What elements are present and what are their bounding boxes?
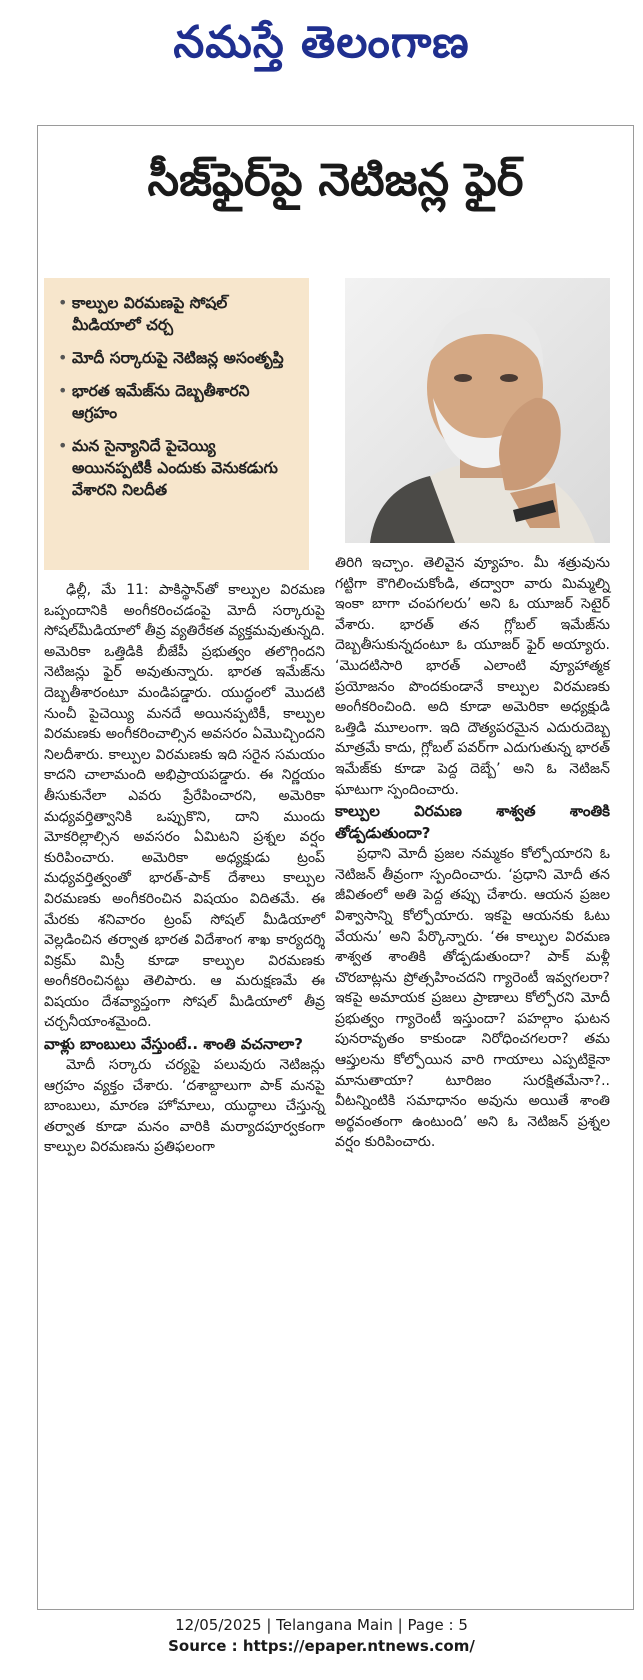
masthead-title: నమస్తే తెలంగాణ [173,16,470,68]
bullet-icon: • [58,381,68,400]
subheading: వాళ్లు బాంబులు వేస్తుంటే.. శాంతి వచనాలా? [44,1035,303,1054]
article-paragraph: తిరిగి ఇచ్చాం. తెలివైన వ్యూహం. మీ శత్రువును గట్టిగా కౌగిలించుకోండి, తద్వారా వారు మిమ్మల్ని ఇంకా బాగా చంపగలరు’ అని ఓ యూజర్ సెటైర్ వేశారు. భారత్ తన గ్లోబల్ ఇమేజ్‌ను దెబ్బతీసుకున్నదంటూ ఓ యూజర్ ఫైర్ అయ్యారు. ‘మొదటిసారి భారత్ ఎలాంటి వ్యూహాత్మక ప్రయోజనం పొందకుండానే కాల్పుల విరమణకు అంగీకరించింది. అది కూడా అమెరికా అధ్యక్షుడి ఒత్తిడి మూలంగా. ఇది దౌత్యపరమైన ఎదురుదెబ్బ మాత్రమే కాదు, గ్లోబల్ పవర్‌గా ఎదుగుతున్న భారత్ ఇమేజ్‌కు కూడా పెద్ద దెబ్బే’ అని ఓ నెటిజన్ ఘాటుగా స్పందించారు. [335,555,610,798]
bullet-icon: • [58,348,68,367]
article-paragraph: ప్రధాని మోదీ ప్రజల నమ్మకం కోల్పోయారని ఓ నెటిజన్ తీవ్రంగా స్పందించారు. ‘ప్రధాని మోదీ తన జీవితంలో అతి పెద్ద తప్పు చేశారు. ఆయన ప్రజల విశ్వాసాన్ని కోల్పోయారు. ఇకపై ఆయనకు ఓటు వేయను’ అని పేర్కొన్నారు. ‘ఈ కాల్పుల విరమణ శాశ్వత శాంతికి తోడ్పడుతుందా? పాక్ మళ్లీ చొరబాట్లను ప్రోత్సహించదని గ్యారెంటీ ఇవ్వగలరా? ఇకపై అమాయక ప్రజలు ప్రాణాలు కోల్పోరని మోదీ ప్రభుత్వం గ్యారెంటీ ఇస్తుందా? పహల్గాం ఘటన పునరావృతం కాకుండా నిరోధించగలరా? తమ ఆప్తులను కోల్పోయిన వారి గాయాలు ఎప్పటికైనా మానుతాయా? టూరిజం సురక్షితమేనా?.. వీటన్నింటికి సమాధానం అవును అయితే శాంతి అర్థవంతంగా ఉంటుంది’ అని ఓ నెటిజన్ ప్రశ్నల వర్షం కురిపించారు. [335,846,610,1151]
portrait-photo [345,278,610,543]
highlight-text: కాల్పుల విరమణపై సోషల్ మీడియాలో చర్చ [72,294,228,334]
column-right [335,553,610,1153]
highlight-item [58,380,299,424]
article-headline: సీజ్‌ఫైర్‌పై నెటిజన్ల ఫైర్ [147,153,524,206]
highlight-item [58,435,299,501]
masthead [0,0,643,95]
footer-source-link[interactable]: Source : https://epaper.ntnews.com/ [168,1637,475,1655]
article-paragraph: మోదీ సర్కారు చర్యపై పలువురు నెటిజన్లు ఆగ్రహం వ్యక్తం చేశారు. ‘దశాబ్దాలుగా పాక్ మనపై బాంబులు, మారణ హోమాలు, యుద్ధాలు చేస్తున్న తర్వాత కూడా మనం వారికి మర్యాదపూర్వకంగా కాల్పుల విరమణను ప్రతిఫలంగా [44,1057,325,1156]
article-paragraph: ఢిల్లీ, మే 11: పాకిస్థాన్‌తో కాల్పుల విరమణ ఒప్పందానికి అంగీకరించడంపై మోదీ సర్కారుపై సోషల్‌మీడియాలో తీవ్ర వ్యతిరేకత వ్యక్తమవుతున్నది. అమెరికా ఒత్తిడికి బీజేపీ ప్రభుత్వం తలొగ్గిందని నెటిజన్లు ఫైర్ అవుతున్నారు. భారత ఇమేజ్‌ను దెబ్బతీశారంటూ మండిపడ్డారు. యుద్ధంలో మొదటి నుంచీ పైచెయ్యి మనదే అయినప్పటికీ, కాల్పుల విరమణకు అంగీకరించాల్సిన అవసరం ఏమొచ్చిందని నిలదీశారు. కాల్పుల విరమణకు ఇది సరైన సమయం కాదని చాలామంది అభిప్రాయపడ్డారు. ఈ నిర్ణయం తీసుకునేలా ఎవరు ప్రేరేపించారని, అమెరికా మధ్యవర్తిత్వానికి ఒప్పుకొని, దాని ముందు మోకరిల్లాల్సిన అవసరం ఏమిటని ప్రశ్నల వర్షం కురిపించారు. అమెరికా అధ్యక్షుడు ట్రంప్ మధ్యవర్తిత్వంతో భారత్-పాక్ దేశాలు కాల్పుల విరమణకు అంగీకరించిన విషయం విదితమే. ఈ మేరకు శనివారం ట్రంప్ సోషల్ మీడియాలో వెల్లడించిన తర్వాత భారత విదేశాంగ శాఖ కార్యదర్శి విక్రమ్ మిస్రీ కూడా కాల్పుల విరమణకు అంగీకరించినట్టు తెలిపారు. ఆ మరుక్షణమే ఈ విషయం దేశవ్యాప్తంగా సోషల్ మీడియాలో తీవ్ర చర్చనీయాంశమైంది. [44,582,325,1031]
highlight-text: మన సైన్యానిదే పైచెయ్యి అయినప్పటికీ ఎందుకు వెనుకడుగు వేశారని నిలదీత [72,437,278,499]
highlight-item [58,347,299,369]
highlight-item [58,292,299,336]
bullet-icon: • [58,293,68,312]
column-left [44,580,325,1158]
page-footer [0,1615,643,1657]
footer-edition-line: 12/05/2025 | Telangana Main | Page : 5 [175,1616,468,1634]
highlight-text: మోదీ సర్కారుపై నెటిజన్ల అసంతృప్తి [72,349,284,367]
subheading: కాల్పుల విరమణ శాశ్వత శాంతికి తోడ్పడుతుందా? [335,802,610,843]
portrait-illustration-icon [345,278,610,543]
highlight-text: భారత ఇమేజ్‌ను దెబ్బతీశారని ఆగ్రహం [72,382,250,422]
highlights-box [44,278,309,570]
bullet-icon: • [58,436,68,455]
